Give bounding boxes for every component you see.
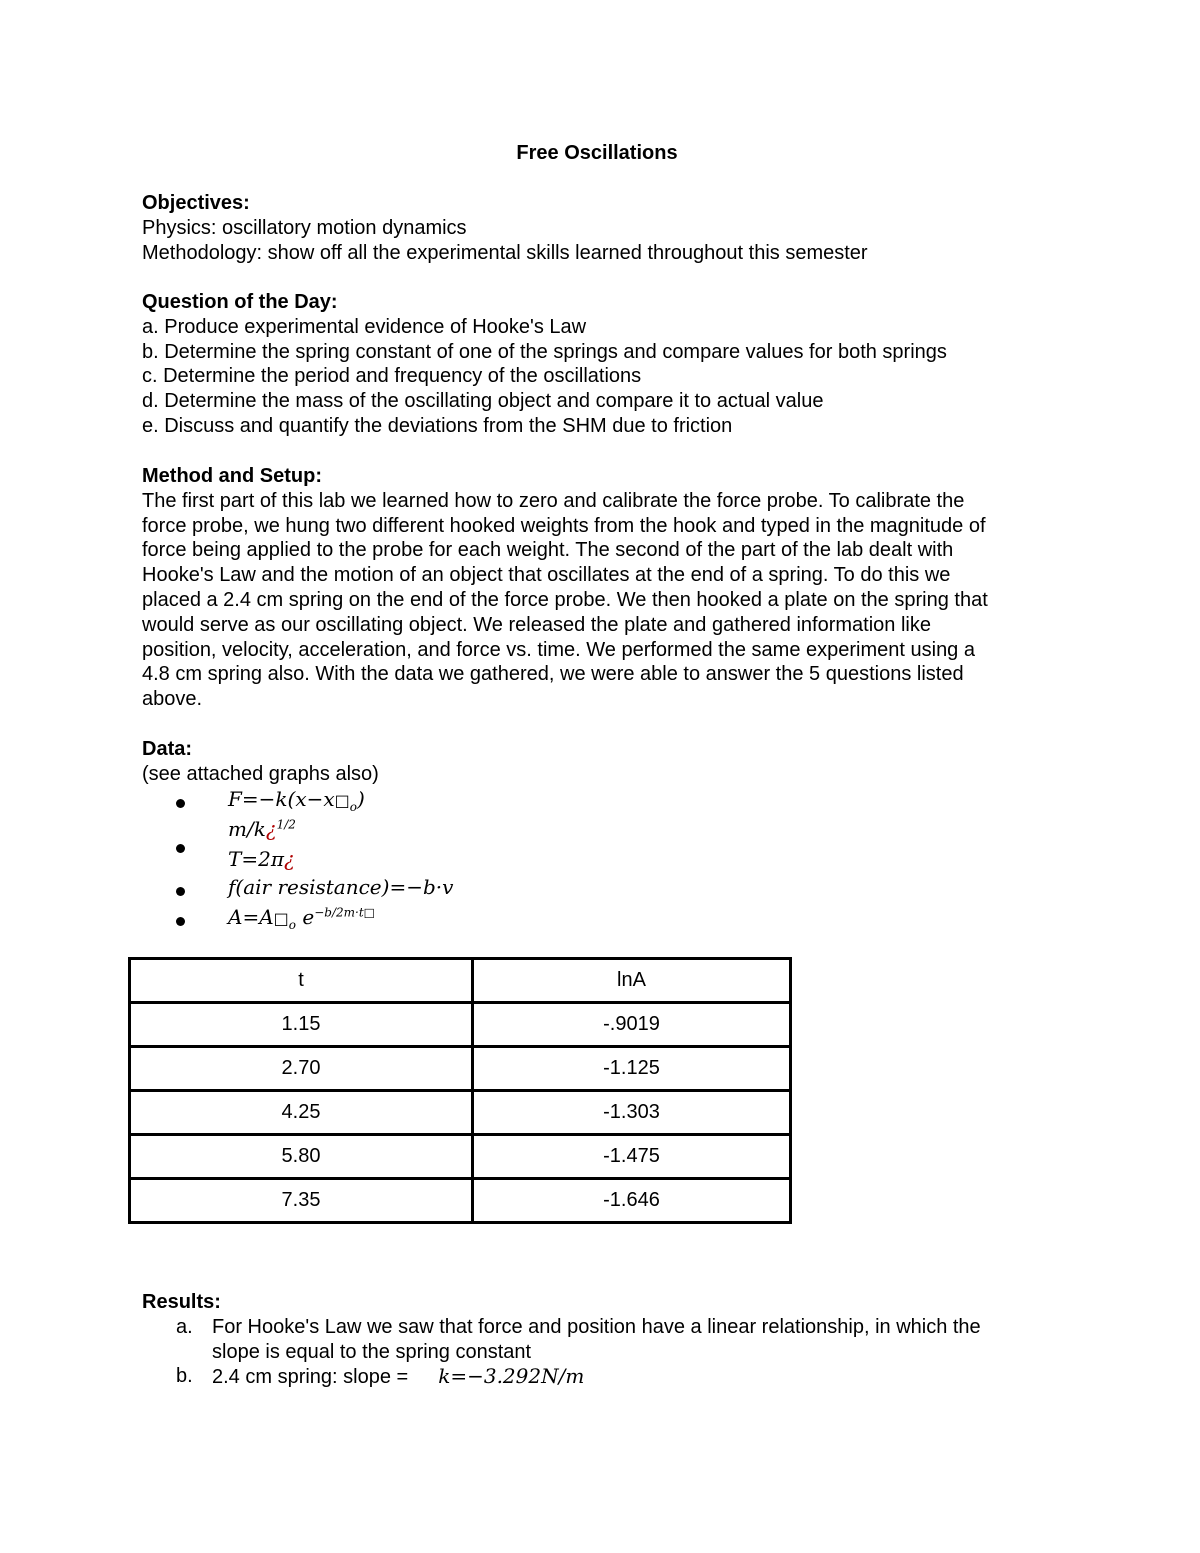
table-cell: -1.125 — [473, 1047, 791, 1091]
eq-main: m/k — [228, 817, 266, 841]
eq-superscript: 1/2 — [276, 817, 296, 832]
method-line: The first part of this lab we learned how to zero and calibrate the force probe. To calibrate the — [142, 489, 965, 512]
results-list — [176, 1315, 1062, 1390]
question-item: b. Determine the spring constant of one of the springs and compare values for both springs — [142, 340, 947, 363]
bullet-icon — [176, 799, 185, 808]
results-b-equation: k=−3.292N/m — [438, 1364, 585, 1389]
bullet-icon — [176, 887, 185, 896]
table-cell: 1.15 — [130, 1003, 473, 1047]
placeholder-box-icon: □ — [334, 791, 350, 810]
results-section — [142, 1290, 1062, 1390]
data-note: (see attached graphs also) — [142, 762, 379, 785]
equation-text — [228, 847, 295, 871]
equation-list — [176, 787, 676, 935]
results-text — [212, 1364, 1062, 1390]
question-item: c. Determine the period and frequency of the oscillations — [142, 365, 642, 388]
eq-superscript: −b/2m·t□ — [314, 905, 375, 920]
eq-exp-base: e — [302, 905, 315, 929]
objectives-heading: Objectives: — [142, 192, 250, 214]
objectives-section — [142, 191, 1062, 265]
table-cell: -1.303 — [473, 1091, 791, 1135]
eq-subscript: o — [288, 918, 297, 932]
method-line: placed a 2.4 cm spring on the end of the force probe. We then hooked a plate on the spring that — [142, 588, 988, 611]
equation-text — [228, 817, 296, 841]
bullet-icon — [176, 844, 185, 853]
document-title: Free Oscillations — [516, 142, 678, 164]
equation-amplitude-decay — [176, 905, 676, 935]
eq-main: F=−k(x−x — [228, 787, 335, 811]
placeholder-box-icon: □ — [273, 909, 289, 928]
list-label: a. — [176, 1315, 193, 1338]
equation-period — [176, 817, 676, 875]
method-section — [142, 464, 1062, 712]
column-header: lnA — [473, 959, 791, 1003]
table-row — [130, 1047, 791, 1091]
method-line: force being applied to the probe for each weight. The second of the part of the lab dealt with — [142, 539, 954, 562]
results-heading: Results: — [142, 1291, 221, 1313]
data-table — [128, 957, 792, 1224]
column-header: t — [130, 959, 473, 1003]
table-cell: 2.70 — [130, 1047, 473, 1091]
table-cell: 7.35 — [130, 1179, 473, 1223]
method-line: Hooke's Law and the motion of an object that oscillates at the end of a spring. To do this we — [142, 564, 951, 587]
method-line: would serve as our oscillating object. We released the plate and gathered information like — [142, 613, 931, 636]
eq-main: A=A — [228, 905, 274, 929]
question-item: e. Discuss and quantify the deviations from the SHM due to friction — [142, 414, 733, 437]
question-item: a. Produce experimental evidence of Hooke's Law — [142, 315, 587, 338]
objectives-line: Physics: oscillatory motion dynamics — [142, 216, 467, 239]
method-line: position, velocity, acceleration, and force vs. time. We performed the same experiment using a — [142, 638, 975, 661]
table-row — [130, 1091, 791, 1135]
bullet-icon — [176, 917, 185, 926]
table-cell: 4.25 — [130, 1091, 473, 1135]
objectives-line: Methodology: show off all the experimental skills learned throughout this semester — [142, 241, 868, 264]
equation-text — [228, 787, 365, 814]
equation-hookes-law — [176, 787, 676, 817]
results-item-a — [176, 1315, 1062, 1365]
table-row — [130, 1003, 791, 1047]
table-row — [130, 1135, 791, 1179]
eq-subscript: o — [349, 800, 357, 814]
question-section — [142, 290, 1062, 439]
method-heading: Method and Setup: — [142, 465, 322, 487]
table-header-row — [130, 959, 791, 1003]
method-line: 4.8 cm spring also. With the data we gathered, we were able to answer the 5 questions listed — [142, 663, 964, 686]
equation-text — [228, 905, 375, 932]
eq-end: ) — [357, 787, 365, 811]
table-row — [130, 1179, 791, 1223]
results-text: slope is equal to the spring constant — [212, 1340, 532, 1363]
question-heading: Question of the Day: — [142, 291, 338, 313]
table-cell: 5.80 — [130, 1135, 473, 1179]
method-line: force probe, we hung two different hooked weights from the hook and typed in the magnitude of — [142, 514, 986, 537]
eq-error-glyph: ¿ — [265, 817, 277, 841]
results-item-b — [176, 1364, 1062, 1390]
table-cell: -1.475 — [473, 1135, 791, 1179]
data-heading: Data: — [142, 738, 193, 760]
question-item: d. Determine the mass of the oscillating object and compare it to actual value — [142, 390, 824, 413]
table-cell: -.9019 — [473, 1003, 791, 1047]
eq-error-glyph: ¿ — [283, 847, 295, 871]
equation-air-resistance — [176, 875, 676, 905]
data-section — [142, 737, 1062, 787]
table-cell: -1.646 — [473, 1179, 791, 1223]
list-label: b. — [176, 1365, 193, 1388]
method-line: above. — [142, 688, 203, 711]
equation-text: f(air resistance)=−b·v — [228, 875, 454, 899]
eq-main: T=2π — [228, 847, 284, 871]
results-text: For Hooke's Law we saw that force and position have a linear relationship, in which the — [212, 1315, 981, 1338]
results-b-text: 2.4 cm spring: slope = — [212, 1366, 409, 1389]
